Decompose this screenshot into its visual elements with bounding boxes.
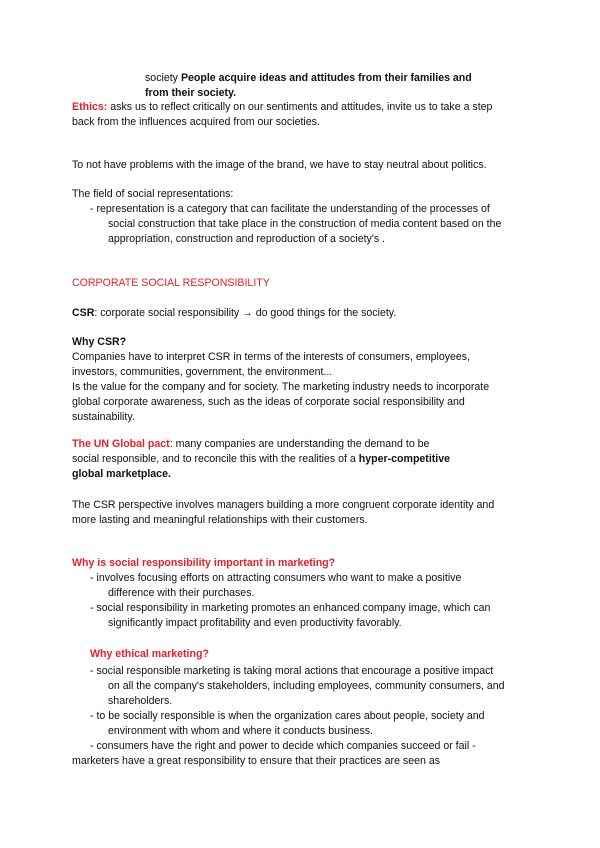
society-word: society bbox=[145, 72, 178, 84]
why-sr-item-1-line-1: - involves focusing efforts on attracting consumers who want to make a positive bbox=[90, 572, 462, 584]
why-csr-line-4: global corporate awareness, such as the ideas of corporate social responsibility and bbox=[72, 396, 465, 408]
social-rep-heading: The field of social representations: bbox=[72, 188, 234, 200]
why-em-item-3-line-1: - consumers have the right and power to decide which companies succeed or fail - bbox=[90, 740, 476, 752]
intro-line-1 bbox=[145, 71, 525, 86]
list-dash: - bbox=[90, 203, 94, 215]
why-em-item-1-line-3: shareholders. bbox=[108, 695, 173, 707]
ethics-block bbox=[72, 100, 552, 130]
why-em-item-1-line-2: on all the company's stakeholders, including employees, community consumers, and bbox=[108, 680, 505, 692]
why-sr-heading: Why is social responsibility important in marketing? bbox=[72, 557, 336, 569]
why-sr-block bbox=[72, 556, 552, 631]
why-csr-block bbox=[72, 335, 552, 425]
why-em-item-3-line-2: marketers have a great responsibility to ensure that their practices are seen as bbox=[72, 755, 441, 767]
csr-definition-text: : corporate social responsibility → do good things for the society. bbox=[94, 307, 397, 319]
un-global-pact-block bbox=[72, 437, 552, 482]
why-csr-line-2: investors, communities, government, the environment... bbox=[72, 366, 333, 378]
csr-definition bbox=[72, 306, 552, 321]
csr-section-title: CORPORATE SOCIAL RESPONSIBILITY bbox=[72, 277, 270, 289]
social-rep-item-line-1: - representation is a category that can facilitate the understanding of the processes of bbox=[90, 203, 490, 215]
why-sr-item-2-line-1: - social responsibility in marketing promotes an enhanced company image, which can bbox=[90, 602, 491, 614]
csr-perspective-block bbox=[72, 498, 552, 528]
why-ethical-block bbox=[72, 647, 552, 769]
un-line-1: The UN Global pact: many companies are understanding the demand to be bbox=[72, 438, 430, 450]
social-representations-block bbox=[72, 187, 552, 247]
un-label: The UN Global pact bbox=[72, 438, 170, 450]
why-sr-item-1-line-2: difference with their purchases. bbox=[108, 587, 255, 599]
csr-label: CSR bbox=[72, 307, 95, 319]
un-line-3: global marketplace. bbox=[72, 468, 171, 480]
why-csr-heading: Why CSR? bbox=[72, 336, 127, 348]
social-rep-item-line-3: appropriation, construction and reproduction of a society's . bbox=[108, 233, 386, 245]
perspective-line-1: The CSR perspective involves managers building a more congruent corporate identity and bbox=[72, 499, 495, 511]
intro-block bbox=[145, 71, 525, 101]
social-rep-item-line-2: social construction that take place in the construction of media content based on the bbox=[108, 218, 502, 230]
ethics-label: Ethics: bbox=[72, 101, 108, 113]
why-em-item-2-line-2: environment with whom and where it conducts business. bbox=[108, 725, 373, 737]
why-sr-item-2-line-2: significantly impact profitability and even productivity favorably. bbox=[108, 617, 402, 629]
perspective-line-2: more lasting and meaningful relationships with their customers. bbox=[72, 514, 368, 526]
why-em-item-1-line-1: - social responsible marketing is taking moral actions that encourage a positive impact bbox=[90, 665, 494, 677]
ethics-text-1: asks us to reflect critically on our sentiments and attitudes, invite us to take a step bbox=[107, 101, 493, 113]
ethics-line-2: back from the influences acquired from our societies. bbox=[72, 116, 320, 128]
why-csr-line-3: Is the value for the company and for society. The marketing industry needs to incorporate bbox=[72, 381, 490, 393]
people-bold-1: People acquire ideas and attitudes from their families and bbox=[180, 72, 472, 84]
why-csr-line-5: sustainability. bbox=[72, 411, 135, 423]
why-csr-line-1: Companies have to interpret CSR in terms of the interests of consumers, employees, bbox=[72, 351, 471, 363]
ethics-line-1 bbox=[72, 100, 552, 115]
why-em-item-2-line-1: - to be socially responsible is when the organization cares about people, society and bbox=[90, 710, 485, 722]
people-bold-2: from their society. bbox=[145, 87, 237, 99]
neutral-paragraph: To not have problems with the image of the brand, we have to stay neutral about politics. bbox=[72, 159, 487, 171]
why-ethical-heading: Why ethical marketing? bbox=[90, 648, 209, 660]
un-line-2: social responsible, and to reconcile this with the realities of a hyper-competitive bbox=[72, 453, 451, 465]
